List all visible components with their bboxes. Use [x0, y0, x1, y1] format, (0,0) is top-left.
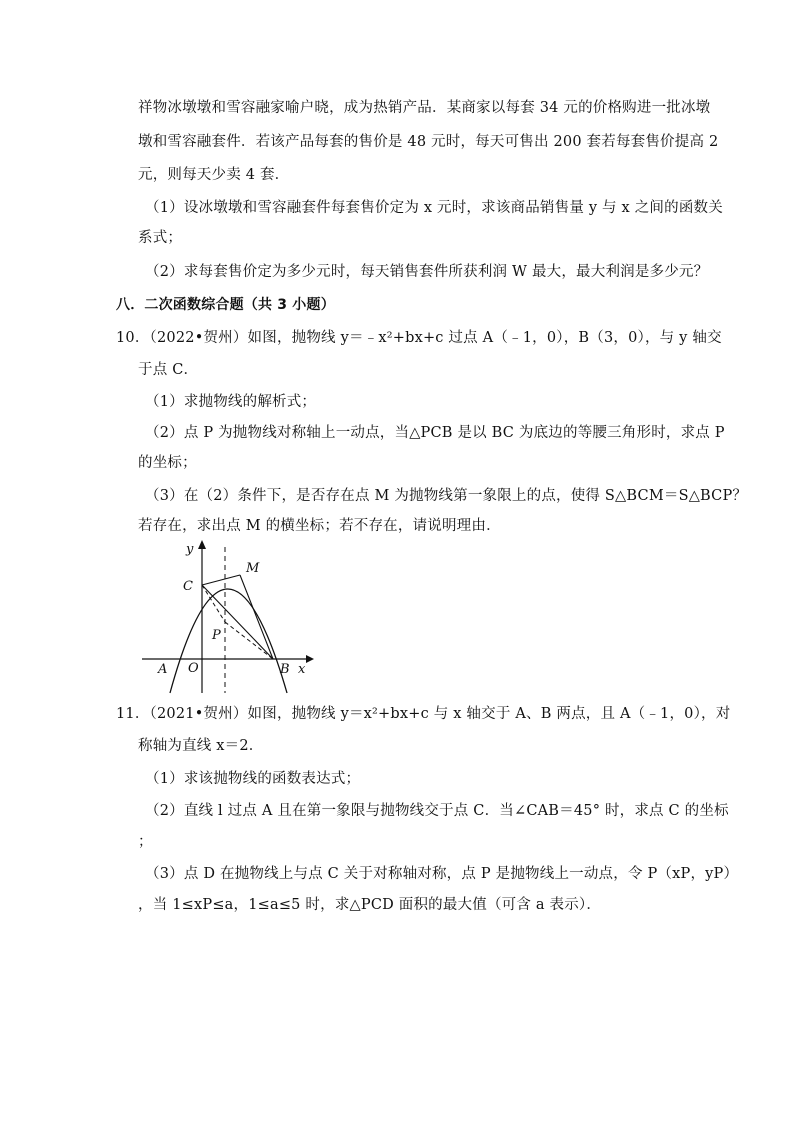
text-line-1: 祥物冰墩墩和雪容融家喻户晓，成为热销产品．某商家以每套 34 元的价格购进一批冰墩	[138, 100, 711, 116]
label-c: C	[183, 579, 193, 594]
x-axis-arrow	[306, 655, 314, 663]
question-11-part-3-cont: ，当 1≤xP≤a，1≤a≤5 时，求△PCD 面积的最大值（可含 a 表示）．	[138, 897, 602, 913]
label-x: x	[298, 662, 306, 677]
text-line-2: 墩和雪容融套件．若该产品每套的售价是 48 元时，每天可售出 200 套若每套售价提高 2	[138, 134, 719, 150]
question-10-stem: 10．（2022•贺州）如图，抛物线 y＝﹣x²+bx+c 过点 A（﹣1，0），B（3，0），与 y 轴交	[116, 330, 722, 346]
label-y: y	[186, 542, 194, 557]
segment-mb	[240, 575, 273, 659]
label-b: B	[280, 662, 290, 677]
question-9-part-1: （1）设冰墩墩和雪容融套件每套售价定为 x 元时，求该商品销售量 y 与 x 之间的函数关	[145, 200, 723, 216]
y-axis-arrow	[198, 540, 206, 549]
question-11-stem-cont: 称轴为直线 x＝2．	[138, 738, 264, 754]
question-11-part-2-cont: ；	[138, 834, 153, 850]
text-line-5: 系式；	[138, 230, 183, 246]
question-10-part-2: （2）点 P 为抛物线对称轴上一动点，当△PCB 是以 BC 为底边的等腰三角形时，求点 P	[145, 425, 725, 441]
question-10-part-1: （1）求抛物线的解析式；	[145, 394, 317, 410]
text-line-3: 元，则每天少卖 4 套．	[138, 167, 290, 183]
segment-cb	[202, 585, 273, 659]
parabola-figure	[132, 535, 332, 705]
question-10-part-3-cont: 若存在，求出点 M 的横坐标；若不存在，请说明理由．	[138, 518, 501, 534]
question-10-stem-cont: 于点 C．	[138, 362, 199, 378]
label-a: A	[158, 662, 168, 677]
label-p: P	[212, 628, 221, 643]
question-11-part-3: （3）点 D 在抛物线上与点 C 关于对称轴对称，点 P 是抛物线上一动点，令 P（xP，yP）	[145, 866, 739, 882]
question-11-stem: 11．（2021•贺州）如图，抛物线 y＝x²+bx+c 与 x 轴交于 A、B 两点，且 A（﹣1，0），对	[116, 706, 731, 722]
segment-cm	[202, 575, 240, 585]
question-10-part-2-cont: 的坐标；	[138, 455, 197, 471]
label-o: O	[188, 661, 199, 676]
parabola-curve	[170, 589, 287, 693]
label-m: M	[246, 561, 260, 576]
question-11-part-2: （2）直线 l 过点 A 且在第一象限与抛物线交于点 C．当∠CAB＝45° 时，求点 C 的坐标	[145, 803, 729, 819]
section-heading: 八．二次函数综合题（共 3 小题）	[116, 297, 335, 313]
question-10-part-3: （3）在（2）条件下，是否存在点 M 为抛物线第一象限上的点，使得 S△BCM＝S△BCP？	[145, 488, 748, 504]
question-9-part-2: （2）求每套售价定为多少元时，每天销售套件所获利润 W 最大，最大利润是多少元？	[145, 264, 709, 280]
question-11-part-1: （1）求该抛物线的函数表达式；	[145, 771, 361, 787]
